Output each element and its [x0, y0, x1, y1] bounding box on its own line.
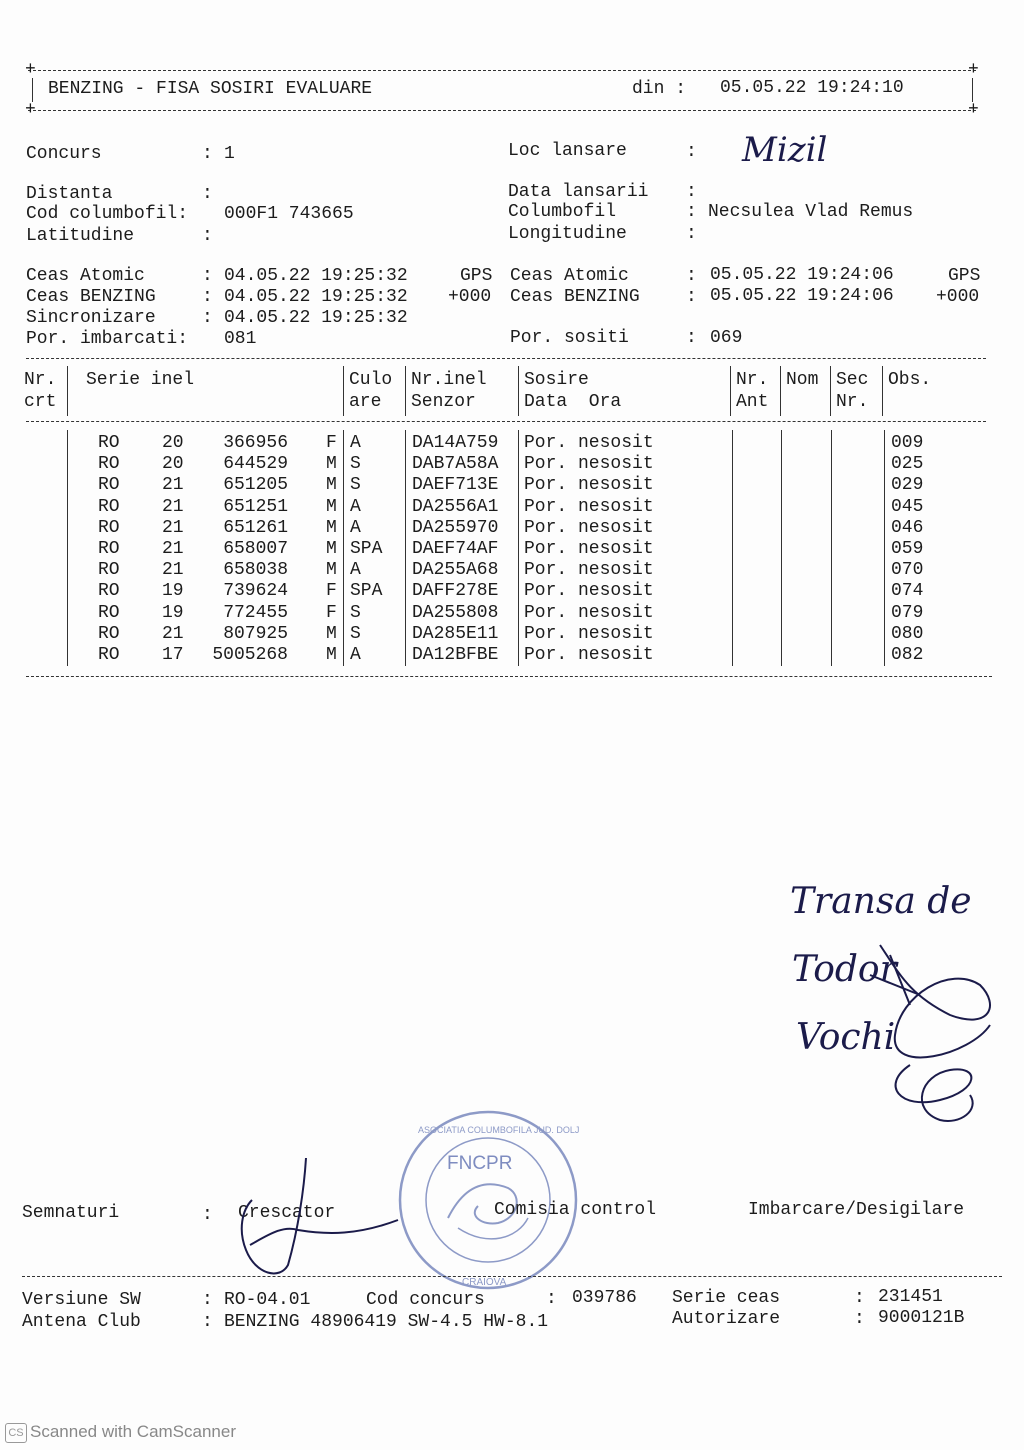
row-sensor: DAEF713E [412, 475, 499, 496]
clock-right-sep: : [686, 266, 697, 286]
camscanner-badge-icon: CS [5, 1423, 27, 1443]
row-sensor: DA255970 [412, 517, 499, 538]
row-obs: 079 [891, 602, 924, 623]
col-divider [730, 366, 731, 416]
versiune-sep: : [202, 1290, 213, 1310]
stamp-arc-text: ASOCIATIA COLUMBOFILA JUD. DOLJ [418, 1125, 580, 1135]
clock-left-sep: : [202, 266, 213, 286]
clock-right-value: 05.05.22 19:24:06 [710, 265, 894, 285]
row-sex: M [326, 475, 337, 496]
row-arrival: Por. nesosit [524, 475, 654, 496]
versiune-value: RO-04.01 [224, 1290, 311, 1310]
versiune-label: Versiune SW [22, 1290, 141, 1310]
row-year: 19 [162, 581, 184, 602]
row-obs: 029 [891, 475, 924, 496]
distanta-label: Distanta [26, 184, 113, 204]
row-ring: 658038 [223, 560, 288, 581]
row-year: 21 [162, 517, 184, 538]
row-obs: 082 [891, 645, 924, 665]
row-color: A [350, 496, 361, 517]
row-sex: F [326, 433, 337, 453]
row-year: 20 [162, 454, 184, 475]
concurs-label: Concurs [26, 144, 102, 164]
table-row [0, 603, 1024, 624]
clock-left-value: 04.05.22 19:25:32 [224, 266, 408, 286]
row-sensor: DA12BFBE [412, 645, 499, 665]
longitudine-label: Longitudine [508, 224, 627, 244]
header-left-border [32, 78, 33, 102]
row-sex: M [326, 539, 337, 559]
signatures-label: Semnaturi [22, 1203, 120, 1223]
row-color: A [350, 560, 361, 581]
handwritten-note: Vochi [796, 1017, 896, 1058]
cod-columbofil-label: Cod columbofil: [26, 204, 189, 224]
row-year: 21 [162, 496, 184, 517]
row-obs: 070 [891, 560, 924, 581]
report-date-label: din : [632, 79, 687, 99]
signature-comisia: Comisia control [494, 1200, 657, 1220]
longitudine-sep: : [686, 224, 697, 244]
clock-left-label: Sincronizare [26, 308, 156, 328]
signature-crescator: Crescator [238, 1203, 336, 1223]
col-divider [67, 366, 68, 416]
columbofil-sep: : [686, 202, 697, 222]
row-sensor: DA14A759 [412, 433, 499, 453]
concurs-sep: : [202, 144, 213, 164]
row-obs: 074 [891, 581, 924, 602]
clock-left-suffix: +000 [448, 287, 492, 307]
row-sex: M [326, 645, 337, 665]
table-header-nom: Nom [786, 370, 819, 390]
row-color: S [350, 475, 361, 496]
row-arrival: Por. nesosit [524, 496, 654, 517]
header-corner: + [25, 100, 36, 120]
row-sex: M [326, 454, 337, 475]
row-color: A [350, 645, 361, 665]
stamp-center-text: FNCPR [447, 1153, 513, 1174]
clock-left-sep: : [202, 308, 213, 328]
table-row [0, 518, 1024, 539]
antena-label: Antena Club [22, 1312, 141, 1332]
table-row [0, 433, 1024, 454]
clock-left-label: Ceas Atomic [26, 266, 145, 286]
table-header-inel: Senzor [411, 392, 476, 412]
row-obs: 059 [891, 539, 924, 559]
table-header-sec: Sec [836, 370, 869, 390]
row-country: RO [98, 539, 120, 559]
row-sensor: DA285E11 [412, 623, 499, 644]
breeder-signature-icon [228, 1150, 418, 1285]
por-imbarcati-label: Por. imbarcati: [26, 329, 189, 349]
row-country: RO [98, 581, 120, 602]
table-header-nr: crt [24, 392, 57, 412]
col-divider [780, 366, 781, 416]
row-country: RO [98, 623, 120, 644]
autorizare-label: Autorizare [672, 1309, 781, 1329]
table-bottom-rule [26, 676, 992, 677]
cod-concurs-label: Cod concurs [366, 1290, 485, 1310]
row-ring: 658007 [223, 539, 288, 559]
table-row [0, 475, 1024, 496]
col-divider [518, 366, 519, 416]
table-header-obs: Obs. [888, 370, 932, 390]
row-ring: 651251 [223, 496, 288, 517]
table-row [0, 539, 1024, 560]
row-arrival: Por. nesosit [524, 560, 654, 581]
row-obs: 045 [891, 496, 924, 517]
loc-lansare-label: Loc lansare [508, 141, 627, 161]
handwritten-note: Transa de [790, 881, 972, 922]
row-country: RO [98, 475, 120, 496]
row-ring: 651261 [223, 517, 288, 538]
footer-rule [22, 1276, 1002, 1277]
table-header-culoare: are [349, 392, 382, 412]
data-lansarii-label: Data lansarii [508, 182, 649, 202]
row-country: RO [98, 517, 120, 538]
row-year: 19 [162, 602, 184, 623]
table-row [0, 645, 1024, 666]
table-header-sec: Nr. [836, 392, 869, 412]
header-bottom-border [28, 110, 976, 111]
latitudine-label: Latitudine [26, 226, 135, 246]
row-arrival: Por. nesosit [524, 602, 654, 623]
table-header-sosire: Data Ora [524, 392, 622, 412]
loc-lansare-sep: : [686, 142, 697, 162]
row-color: SPA [350, 539, 383, 559]
header-corner: + [25, 60, 36, 80]
cod-concurs-value: 039786 [572, 1288, 637, 1308]
row-ring: 739624 [223, 581, 288, 602]
clock-left-value: 04.05.22 19:25:32 [224, 308, 408, 328]
header-right-border [972, 78, 973, 102]
serie-ceas-value: 231451 [878, 1287, 943, 1307]
row-country: RO [98, 560, 120, 581]
row-obs: 046 [891, 517, 924, 538]
header-top-border [28, 70, 976, 71]
header-corner: + [968, 60, 979, 80]
table-header-sosire: Sosire [524, 370, 589, 390]
row-sex: F [326, 602, 337, 623]
row-arrival: Por. nesosit [524, 539, 654, 559]
row-sex: M [326, 623, 337, 644]
cod-columbofil-value: 000F1 743665 [224, 204, 354, 224]
row-country: RO [98, 433, 120, 453]
columbofil-value: Necsulea Vlad Remus [708, 202, 914, 222]
row-color: A [350, 517, 361, 538]
row-year: 21 [162, 623, 184, 644]
row-color: S [350, 623, 361, 644]
handwritten-note: Todor [792, 949, 897, 990]
row-year: 21 [162, 539, 184, 559]
antena-sep: : [202, 1312, 213, 1332]
row-country: RO [98, 602, 120, 623]
row-arrival: Por. nesosit [524, 517, 654, 538]
clock-left-suffix: GPS [460, 266, 493, 286]
table-row [0, 624, 1024, 645]
clock-right-label: Ceas Atomic [510, 266, 629, 286]
scribble-signature-icon [840, 935, 1010, 1135]
row-ring: 5005268 [212, 645, 288, 665]
report-title: BENZING - FISA SOSIRI EVALUARE [48, 79, 373, 99]
col-divider [343, 366, 344, 416]
row-color: S [350, 602, 361, 623]
clock-right-suffix: GPS [948, 266, 981, 286]
row-sex: M [326, 517, 337, 538]
row-sensor: DAFF278E [412, 581, 499, 602]
col-divider [405, 366, 406, 416]
row-color: A [350, 433, 361, 453]
row-arrival: Por. nesosit [524, 623, 654, 644]
signatures-sep: : [202, 1205, 213, 1225]
clock-right-suffix: +000 [936, 287, 980, 307]
table-top-rule [26, 358, 986, 359]
clock-left-label: Ceas BENZING [26, 287, 156, 307]
latitudine-sep: : [202, 226, 213, 246]
row-year: 17 [162, 645, 184, 665]
row-arrival: Por. nesosit [524, 645, 654, 665]
row-sex: F [326, 581, 337, 602]
stamp-bottom-text: CRAIOVA [462, 1277, 507, 1288]
clock-right-label: Ceas BENZING [510, 287, 640, 307]
row-year: 21 [162, 560, 184, 581]
row-year: 20 [162, 433, 184, 453]
table-header-serie: Serie inel [86, 370, 195, 390]
row-country: RO [98, 454, 120, 475]
row-country: RO [98, 496, 120, 517]
row-sex: M [326, 496, 337, 517]
row-year: 21 [162, 475, 184, 496]
row-arrival: Por. nesosit [524, 581, 654, 602]
table-row [0, 560, 1024, 581]
por-imbarcati-value: 081 [224, 329, 257, 349]
row-arrival: Por. nesosit [524, 433, 654, 453]
por-sositi-sep: : [686, 328, 697, 348]
row-sensor: DA255808 [412, 602, 499, 623]
clock-right-sep: : [686, 287, 697, 307]
col-divider [882, 366, 883, 416]
serie-ceas-sep: : [854, 1288, 865, 1308]
row-obs: 080 [891, 623, 924, 644]
autorizare-sep: : [854, 1309, 865, 1329]
clock-left-sep: : [202, 287, 213, 307]
row-obs: 009 [891, 433, 924, 453]
row-obs: 025 [891, 454, 924, 475]
report-date-value: 05.05.22 19:24:10 [720, 78, 904, 98]
row-ring: 807925 [223, 623, 288, 644]
row-sensor: DA255A68 [412, 560, 499, 581]
loc-lansare-handwritten: Mizil [742, 130, 828, 170]
table-header-ant: Nr. [736, 370, 769, 390]
header-corner: + [968, 100, 979, 120]
row-ring: 644529 [223, 454, 288, 475]
row-ring: 651205 [223, 475, 288, 496]
clock-left-value: 04.05.22 19:25:32 [224, 287, 408, 307]
columbofil-label: Columbofil [508, 202, 617, 222]
cod-concurs-sep: : [546, 1289, 557, 1309]
row-sensor: DAB7A58A [412, 454, 499, 475]
row-sex: M [326, 560, 337, 581]
row-ring: 772455 [223, 602, 288, 623]
table-header-nr: Nr. [24, 370, 57, 390]
table-row [0, 497, 1024, 518]
row-sensor: DA2556A1 [412, 496, 499, 517]
concurs-value: 1 [224, 144, 235, 164]
distanta-sep: : [202, 184, 213, 204]
row-ring: 366956 [223, 433, 288, 453]
antena-value: BENZING 48906419 SW-4.5 HW-8.1 [224, 1312, 549, 1332]
col-divider [830, 366, 831, 416]
por-sositi-value: 069 [710, 328, 743, 348]
row-color: SPA [350, 581, 383, 602]
por-sositi-label: Por. sositi [510, 328, 629, 348]
row-sensor: DAEF74AF [412, 539, 499, 559]
table-header-rule [26, 421, 986, 422]
data-lansarii-sep: : [686, 182, 697, 202]
signature-imbarcare: Imbarcare/Desigilare [748, 1200, 965, 1220]
serie-ceas-label: Serie ceas [672, 1288, 781, 1308]
row-color: S [350, 454, 361, 475]
table-header-culoare: Culo [349, 370, 393, 390]
table-row [0, 581, 1024, 602]
table-header-inel: Nr.inel [411, 370, 487, 390]
camscanner-label: Scanned with CamScanner [30, 1422, 237, 1441]
row-arrival: Por. nesosit [524, 454, 654, 475]
autorizare-value: 9000121B [878, 1308, 965, 1328]
table-row [0, 454, 1024, 475]
row-country: RO [98, 645, 120, 665]
table-header-ant: Ant [736, 392, 769, 412]
clock-right-value: 05.05.22 19:24:06 [710, 286, 894, 306]
